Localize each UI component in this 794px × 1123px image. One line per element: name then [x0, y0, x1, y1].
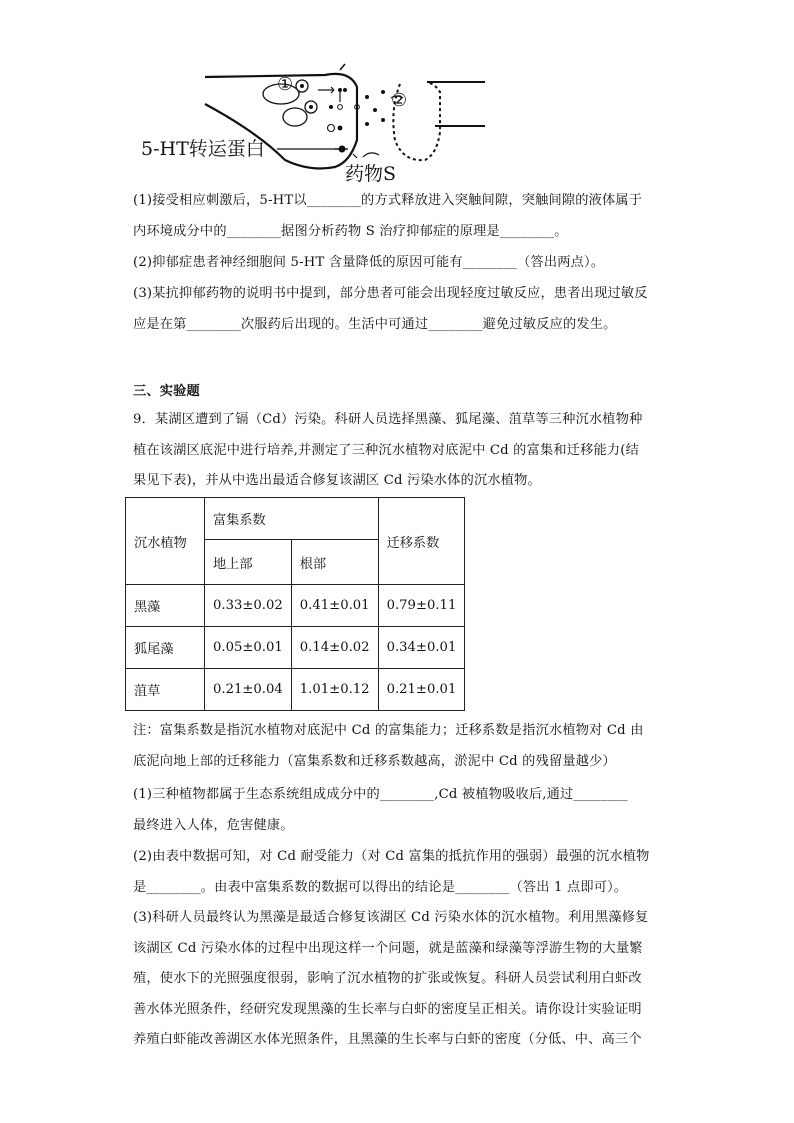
cell-migrate: 0.34±0.01 [378, 627, 465, 669]
q9-part2 [133, 842, 663, 903]
text-line: 注：富集系数是指沉水植物对底泥中 Cd 的富集能力；迁移系数是指沉水植物对 Cd 由 [133, 723, 644, 738]
text-line: 应是在第________次服药后出现的。生活中可通过________避免过敏反应的发生。 [133, 316, 617, 332]
table-row [126, 585, 465, 627]
text-line: 该湖区 Cd 污染水体的过程中出现这样一个问题，就是蓝藻和绿藻等浮游生物的大量繁 [133, 940, 643, 956]
synapse-figure [135, 62, 485, 190]
text-line: 是________。由表中富集系数的数据可以得出的结论是________（答出 1 点即可）。 [133, 879, 628, 895]
q1-part1 [133, 186, 663, 247]
text-line: (3)某抗抑郁药物的说明书中提到，部分患者可能会出现轻度过敏反应，患者出现过敏反 [133, 286, 648, 301]
cd-table [125, 497, 465, 711]
cell-above: 0.33±0.02 [205, 585, 292, 627]
text-line: 果见下表)，并从中选出最适合修复该湖区 Cd 污染水体的沉水植物。 [133, 473, 541, 488]
text-line: (2)抑郁症患者神经细胞间 5-HT 含量降低的原因可能有________（答出两点）。 [133, 255, 605, 270]
text-line: 植在该湖区底泥中进行培养,并测定了三种沉水植物对底泥中 Cd 的富集和迁移能力(结 [133, 442, 640, 458]
text-line: 最终进入人体，危害健康。 [133, 817, 294, 833]
table-row [126, 669, 465, 711]
table-row [126, 627, 465, 669]
q9-intro [133, 405, 663, 497]
text-line: 9．某湖区遭到了镉（Cd）污染。科研人员选择黑藻、狐尾藻、菹草等三种沉水植物种 [133, 412, 643, 427]
cell-root: 0.41±0.01 [291, 585, 378, 627]
cell-plant: 菹草 [126, 669, 205, 711]
text-line: (1)接受相应刺激后，5-HT以________的方式释放进入突触间隙，突触间隙的液体属于 [133, 193, 643, 208]
transporter-label: 5-HT转运蛋白 [141, 138, 265, 160]
text-line: 养殖白虾能改善湖区水体光照条件，且黑藻的生长率与白虾的密度（分低、中、高三个 [133, 1032, 642, 1047]
cell-plant: 狐尾藻 [126, 627, 205, 669]
text-line: 善水体光照条件，经研究发现黑藻的生长率与白虾的密度呈正相关。请你设计实验证明 [133, 1001, 642, 1017]
text-line: (1)三种植物都属于生态系统组成成分中的________,Cd 被植物吸收后,通过________ [133, 787, 628, 802]
header-root: 根部 [291, 540, 378, 585]
cell-migrate: 0.79±0.11 [378, 585, 465, 627]
cell-root: 1.01±0.12 [291, 669, 378, 711]
cell-above: 0.21±0.04 [205, 669, 292, 711]
text-line: (2)由表中数据可知，对 Cd 耐受能力（对 Cd 富集的抵抗作用的强弱）最强的沉水植物 [133, 849, 650, 864]
q1-part2 [133, 248, 663, 279]
section-heading: 三、实验题 [133, 384, 200, 399]
drug-s-label: 药物S [345, 163, 397, 185]
header-enrich: 富集系数 [205, 498, 379, 540]
text-line: 底泥向地上部的迁移能力（富集系数和迁移系数越高，淤泥中 Cd 的残留量越少） [133, 753, 616, 769]
synapse-diagram [135, 62, 485, 190]
circle-label-2: ② [391, 90, 408, 111]
cell-migrate: 0.21±0.01 [378, 669, 465, 711]
cell-root: 0.14±0.02 [291, 627, 378, 669]
header-above: 地上部 [205, 540, 292, 585]
header-migrate: 迁移系数 [378, 498, 465, 585]
header-plant: 沉水植物 [126, 498, 205, 585]
cell-above: 0.05±0.01 [205, 627, 292, 669]
q9-note [133, 716, 663, 777]
circle-label-1: ① [277, 74, 294, 95]
vesicle [283, 108, 307, 126]
text-line: 殖，使水下的光照强度很弱，影响了沉水植物的扩张或恢复。科研人员尝试利用白虾改 [133, 971, 642, 986]
text-line: 内环境成分中的________据图分析药物 S 治疗抑郁症的原理是________。 [133, 223, 568, 239]
q9-part3 [133, 903, 663, 1056]
text-line: (3)科研人员最终认为黑藻是最适合修复该湖区 Cd 污染水体的沉水植物。利用黑藻修复 [133, 910, 649, 925]
q1-part3 [133, 279, 663, 340]
q9-part1 [133, 780, 663, 841]
cell-plant: 黑藻 [126, 585, 205, 627]
